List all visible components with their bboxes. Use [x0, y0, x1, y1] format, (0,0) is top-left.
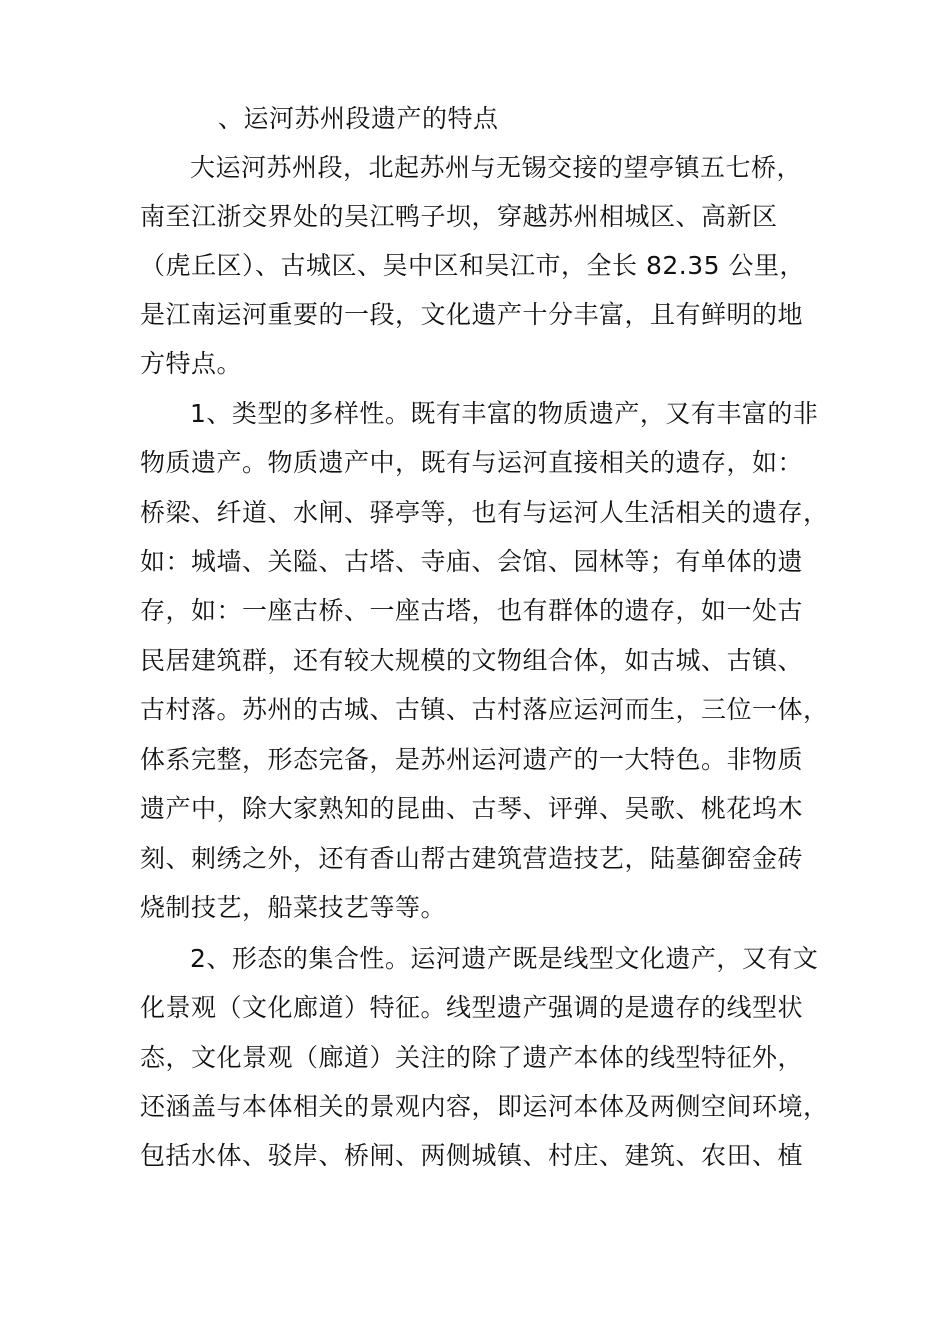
- paragraph-1-line-5: 方特点。: [140, 349, 243, 378]
- paragraph-2-line-4: 如：城墙、关隘、古塔、寺庙、会馆、园林等；有单体的遗: [140, 547, 804, 576]
- paragraph-2-line-2: 物质遗产。物质遗产中，既有与运河直接相关的遗存，如：: [140, 448, 804, 477]
- section-title: 、运河苏州段遗产的特点: [218, 104, 499, 133]
- paragraph-2-line-3: 桥梁、纤道、水闸、驿亭等，也有与运河人生活相关的遗存，: [140, 498, 829, 527]
- paragraph-3-line-2: 化景观（文化廊道）特征。线型遗产强调的是遗存的线型状: [140, 993, 804, 1022]
- paragraph-2-line-10: 刻、刺绣之外，还有香山帮古建筑营造技艺，陆墓御窑金砖: [140, 844, 804, 873]
- paragraph-3-line-5: 包括水体、驳岸、桥闸、两侧城镇、村庄、建筑、农田、植: [140, 1141, 804, 1170]
- paragraph-3-line-4: 还涵盖与本体相关的景观内容，即运河本体及两侧空间环境，: [140, 1092, 829, 1121]
- paragraph-1-line-3: （虎丘区）、古城区、吴中区和吴江市，全长 82.35 公里，: [140, 251, 805, 280]
- paragraph-2-line-7: 古村落。苏州的古城、古镇、古村落应运河而生，三位一体，: [140, 695, 829, 724]
- paragraph-2-line-11: 烧制技艺，船菜技艺等等。: [140, 893, 447, 922]
- paragraph-1-line-4: 是江南运河重要的一段，文化遗产十分丰富，且有鲜明的地: [140, 300, 804, 329]
- paragraph-2-line-6: 民居建筑群，还有较大规模的文物组合体，如古城、古镇、: [140, 646, 804, 675]
- paragraph-3-line-1: 2、形态的集合性。运河遗产既是线型文化遗产，又有文: [190, 944, 819, 973]
- paragraph-1-line-2: 南至江浙交界处的吴江鸭子坝，穿越苏州相城区、高新区: [140, 202, 778, 231]
- paragraph-2-line-8: 体系完整，形态完备，是苏州运河遗产的一大特色。非物质: [140, 745, 804, 774]
- paragraph-2-line-5: 存，如：一座古桥、一座古塔，也有群体的遗存，如一处古: [140, 596, 804, 625]
- paragraph-2-line-9: 遗产中，除大家熟知的昆曲、古琴、评弹、吴歌、桃花坞木: [140, 794, 804, 823]
- paragraph-1-line-1: 大运河苏州段，北起苏州与无锡交接的望亭镇五七桥，: [190, 153, 803, 182]
- paragraph-2-line-1: 1、类型的多样性。既有丰富的物质遗产，又有丰富的非: [190, 399, 819, 428]
- paragraph-3-line-3: 态，文化景观（廊道）关注的除了遗产本体的线型特征外，: [140, 1043, 804, 1072]
